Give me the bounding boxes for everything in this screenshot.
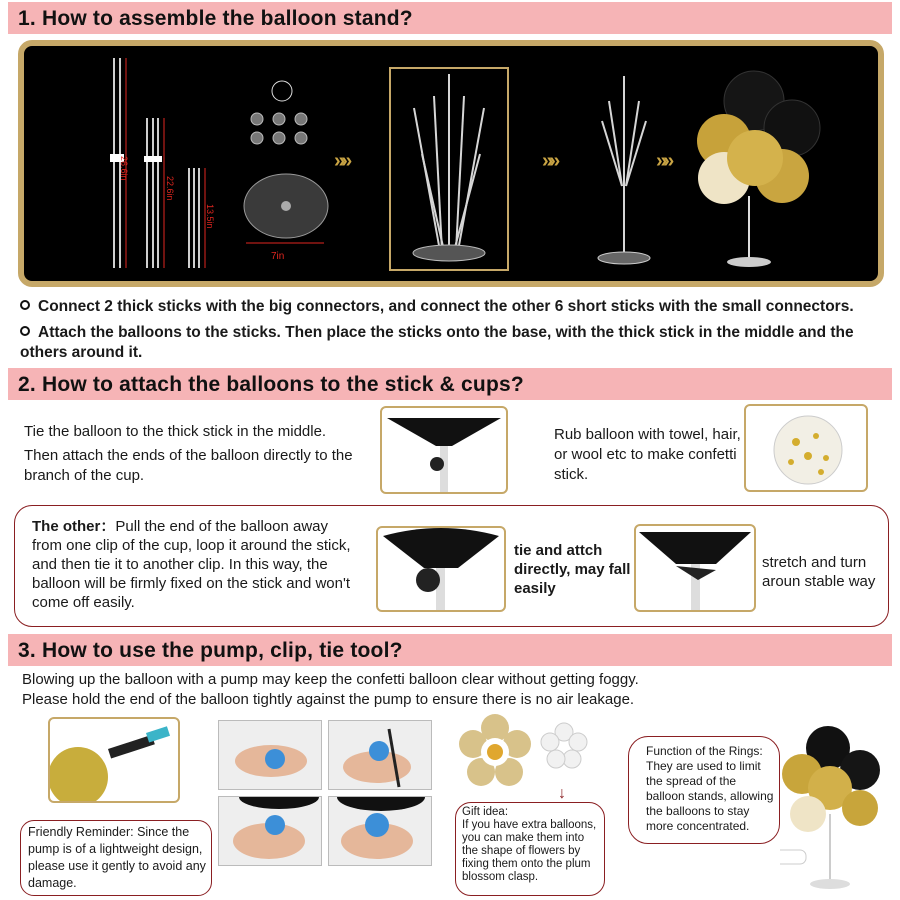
other-method-text bbox=[32, 517, 362, 612]
pump-intro-line-2: Please hold the end of the balloon tightly against the pump to ensure there is no air leakage. bbox=[22, 691, 635, 708]
bullet-item bbox=[20, 297, 888, 317]
tie-instruction bbox=[24, 422, 379, 486]
pump-intro-line-1: Blowing up the balloon with a pump may keep the confetti balloon clear without getting foggy. bbox=[22, 671, 639, 688]
dim-label-long: 26.6in bbox=[119, 156, 129, 181]
clip-step-photo-3 bbox=[218, 796, 322, 866]
assembly-panel bbox=[18, 40, 884, 287]
section2-heading: 2. How to attach the balloons to the stick & cups? bbox=[8, 368, 892, 400]
dim-label-short: 13.5in bbox=[205, 204, 215, 229]
plum-blossom-clasp bbox=[540, 722, 588, 770]
bullet-text: Connect 2 thick sticks with the big connectors, and connect the other 6 short sticks with the small connectors. bbox=[38, 298, 854, 315]
stand-with-rings-image bbox=[780, 724, 880, 894]
rings-text: Function of the Rings: They are used to limit the spread of the balloon stands, allowing the balloons to stay more concentrated. bbox=[646, 744, 774, 833]
chevron-right-icon: »» bbox=[542, 150, 557, 172]
arrow-down-icon: ↓ bbox=[558, 785, 566, 802]
tie-line-1: Tie the balloon to the thick stick in the middle. bbox=[24, 423, 327, 440]
confetti-balloon-photo bbox=[744, 404, 868, 492]
dim-label-mid: 22.6in bbox=[165, 176, 175, 201]
other-label: The other： bbox=[32, 518, 116, 535]
clip-step-photo-2 bbox=[328, 720, 432, 790]
bullet-text: Attach the balloons to the sticks. Then place the sticks onto the base, with the thick stick in the middle and the others around it. bbox=[20, 324, 854, 361]
section1-heading: 1. How to assemble the balloon stand? bbox=[8, 2, 892, 34]
bullet-item bbox=[20, 323, 888, 363]
pump-photo bbox=[48, 717, 180, 803]
circle-bullet-icon bbox=[20, 300, 30, 310]
pump-intro bbox=[22, 670, 882, 710]
rub-instruction: Rub balloon with towel, hair, or wool etc to make confetti stick. bbox=[554, 426, 741, 483]
stretch-note: stretch and turn aroun stable way bbox=[762, 554, 876, 590]
assembly-illustration bbox=[24, 46, 878, 281]
flower-balloon-image bbox=[455, 712, 535, 792]
clip-step-photo-4 bbox=[328, 796, 432, 866]
clip-step-photo-1 bbox=[218, 720, 322, 790]
gift-text: Gift idea: If you have extra balloons, you can make them into the shape of flowers by fixing them onto the plum blossom clasp. bbox=[462, 806, 597, 883]
chevron-right-icon: »» bbox=[656, 150, 671, 172]
tie-line-2: Then attach the ends of the balloon directly to the branch of the cup. bbox=[24, 447, 353, 484]
chevron-right-icon: »» bbox=[334, 150, 349, 172]
reminder-text: Friendly Reminder: Since the pump is of a lightweight design, please use it gently to avoid any damage. bbox=[28, 825, 206, 890]
circle-bullet-icon bbox=[20, 326, 30, 336]
clip-tie-photo bbox=[376, 526, 506, 612]
section3-heading: 3. How to use the pump, clip, tie tool? bbox=[8, 634, 892, 666]
stretch-turn-photo bbox=[634, 524, 756, 612]
dim-label-base: 7in bbox=[271, 251, 285, 262]
cup-tie-photo bbox=[380, 406, 508, 494]
other-body: Pull the end of the balloon away from one clip of the cup, loop it around the stick, and then tie it to another clip. In this way, the balloon will be firmly fixed on the stick and won't come off easily. bbox=[32, 518, 351, 611]
tie-attach-note: tie and attch directly, may fall easily bbox=[514, 542, 631, 597]
